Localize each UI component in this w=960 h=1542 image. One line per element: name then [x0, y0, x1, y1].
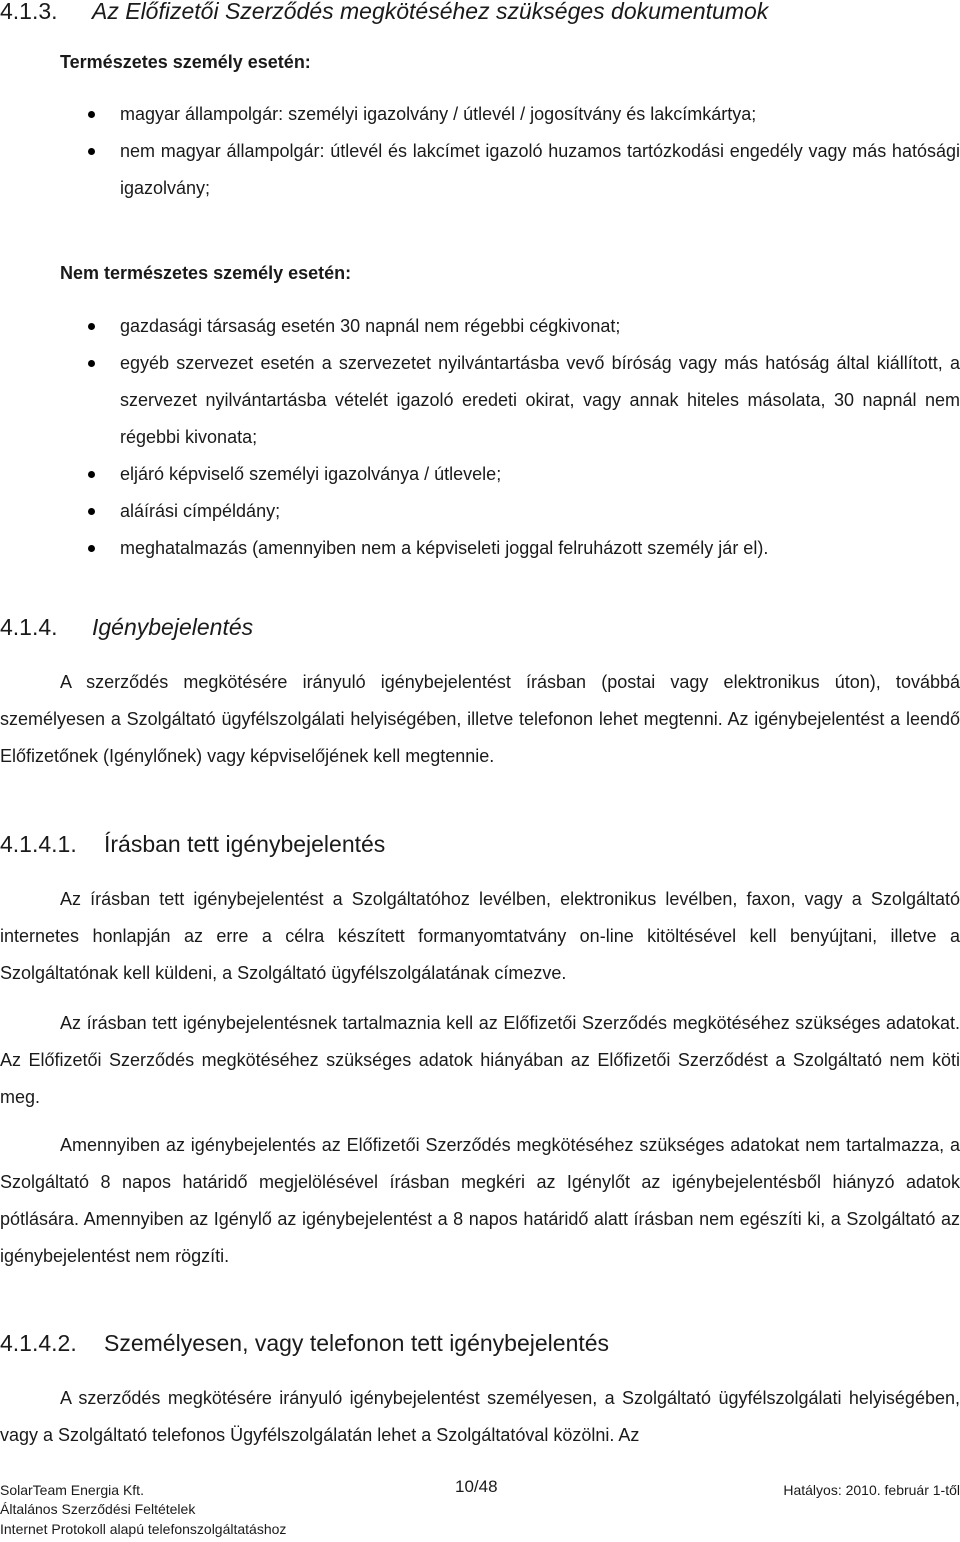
section-4-1-3-heading: [0, 0, 768, 25]
bullet-icon: [88, 111, 95, 118]
list-item: egyéb szervezet esetén a szervezetet nyilvántartásba vevő bíróság vagy más hatóság által kiállított, a szervezet nyilvántartásba vételét igazoló eredeti okirat, vagy annak hiteles másolata, 30 napnál nem régebbi kivonata;: [88, 345, 960, 456]
footer-company: SolarTeam Energia Kft.: [0, 1482, 144, 1498]
list-item: magyar állampolgár: személyi igazolvány / útlevél / jogosítvány és lakcímkártya;: [88, 96, 960, 133]
bullet-icon: [88, 360, 95, 367]
list-item: aláírási címpéldány;: [88, 493, 960, 530]
section-4-1-4-heading: [0, 614, 253, 641]
bullet-icon: [88, 323, 95, 330]
footer-document-title: Általános Szerződési Feltételek: [0, 1501, 196, 1517]
bullet-icon: [88, 545, 95, 552]
section-4-1-4-1-paragraph-3: Amennyiben az igénybejelentés az Előfizetői Szerződés megkötéséhez szükséges adatokat nem tartalmazza, a Szolgáltató 8 napos határidő megjelölésével írásban megkéri az Igénylőt az igénybejelentésből hiányzó adatok pótlására. Amennyiben az Igénylő az igénybejelentést a 8 napos határidő alatt írásban nem egészíti ki, a Szolgáltató az igénybejelentést nem rögzíti.: [0, 1135, 960, 1266]
legal-person-heading: Nem természetes személy esetén:: [60, 263, 352, 283]
footer-page-number: 10/48: [455, 1477, 498, 1496]
section-number: 4.1.3.: [0, 0, 58, 24]
section-number: 4.1.4.: [0, 614, 58, 640]
section-4-1-4-paragraph: A szerződés megkötésére irányuló igénybejelentést írásban (postai vagy elektronikus úton), továbbá személyesen a Szolgáltató ügyfélszolgálati helyiségében, illetve telefonon lehet megtenni. Az igénybejelentést a leendő Előfizetőnek (Igénylőnek) vagy képviselőjének kell megtennie.: [0, 672, 960, 766]
section-4-1-4-1-paragraph-2: Az írásban tett igénybejelentésnek tartalmaznia kell az Előfizetői Szerződés megkötéséhez szükséges adatokat. Az Előfizetői Szerződés megkötéséhez szükséges adatok hiányában az Előfizetői Szerződést a Szolgáltató nem köti meg.: [0, 1013, 960, 1107]
list-item: nem magyar állampolgár: útlevél és lakcímet igazoló huzamos tartózkodási engedély vagy más hatósági igazolvány;: [88, 133, 960, 207]
section-title: Igénybejelentés: [92, 614, 254, 640]
list-item: eljáró képviselő személyi igazolványa / útlevele;: [88, 456, 960, 493]
legal-person-list: [88, 308, 960, 567]
bullet-icon: [88, 471, 95, 478]
section-4-1-4-1-paragraph-1: Az írásban tett igénybejelentést a Szolgáltatóhoz levélben, elektronikus levélben, faxon, vagy a Szolgáltató internetes honlapján az erre a célra készített formanyomtatvány on-line kitöltésével kell benyújtani, illetve a Szolgáltatónak kell küldeni, a Szolgáltató ügyfélszolgálatának címezve.: [0, 889, 960, 983]
section-title: Az Előfizetői Szerződés megkötéséhez szükséges dokumentumok: [92, 0, 769, 24]
list-item: gazdasági társaság esetén 30 napnál nem régebbi cégkivonat;: [88, 308, 960, 345]
section-4-1-4-2-paragraph: A szerződés megkötésére irányuló igénybejelentést személyesen, a Szolgáltató ügyfélszolgálati helyiségében, vagy a Szolgáltató telefonos Ügyfélszolgálatán lehet a Szolgáltatóval közölni. Az: [0, 1388, 960, 1445]
footer-effective-date: Hatályos: 2010. február 1-től: [783, 1482, 960, 1498]
section-4-1-4-2-heading: [0, 1330, 609, 1357]
section-title: Írásban tett igénybejelentés: [104, 831, 386, 857]
bullet-icon: [88, 148, 95, 155]
section-4-1-4-1-heading: [0, 831, 385, 858]
natural-person-heading: Természetes személy esetén:: [60, 52, 311, 72]
list-item: meghatalmazás (amennyiben nem a képviseleti joggal felruházott személy jár el).: [88, 530, 960, 567]
section-number: 4.1.4.2.: [0, 1330, 77, 1356]
section-number: 4.1.4.1.: [0, 831, 77, 857]
natural-person-list: [88, 96, 960, 207]
footer-document-subtitle: Internet Protokoll alapú telefonszolgáltatáshoz: [0, 1521, 287, 1537]
bullet-icon: [88, 508, 95, 515]
section-title: Személyesen, vagy telefonon tett igénybejelentés: [104, 1330, 610, 1356]
